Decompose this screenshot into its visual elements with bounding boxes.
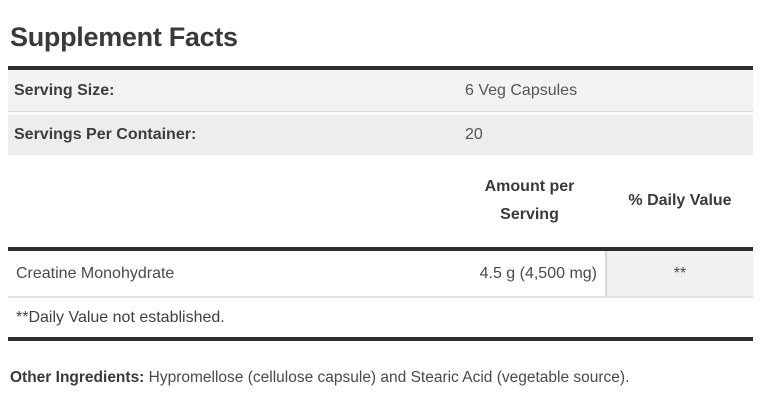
servings-per-container-label: Servings Per Container:: [14, 126, 197, 143]
ingredient-daily-value: **: [607, 251, 753, 296]
ingredient-name: Creatine Monohydrate: [16, 264, 175, 282]
serving-size-row: [8, 70, 753, 111]
serving-size-label: Serving Size:: [14, 81, 115, 99]
other-ingredients-line: [10, 368, 629, 388]
table-row: [8, 251, 753, 296]
daily-value-header: % Daily Value: [628, 192, 732, 209]
amount-per-serving-header: [454, 173, 605, 229]
ingredient-amount: 4.5 g (4,500 mg): [479, 264, 597, 282]
servings-per-container-value: 20: [465, 126, 483, 143]
amount-header-line2: Serving: [500, 206, 559, 223]
servings-per-container-row: [8, 115, 753, 155]
other-ingredients-text: Hypromellose (cellulose capsule) and Stearic Acid (vegetable source).: [144, 369, 630, 386]
supplement-facts-table: [8, 66, 753, 341]
column-headers: [8, 155, 753, 247]
daily-value-footnote: **Daily Value not established.: [16, 308, 225, 326]
serving-size-value: 6 Veg Capsules: [465, 81, 578, 99]
amount-header-line1: Amount per: [484, 178, 575, 195]
supplement-facts-title: Supplement Facts: [10, 22, 238, 52]
other-ingredients-label: Other Ingredients:: [10, 369, 145, 386]
bottom-thick-rule: [8, 337, 753, 341]
